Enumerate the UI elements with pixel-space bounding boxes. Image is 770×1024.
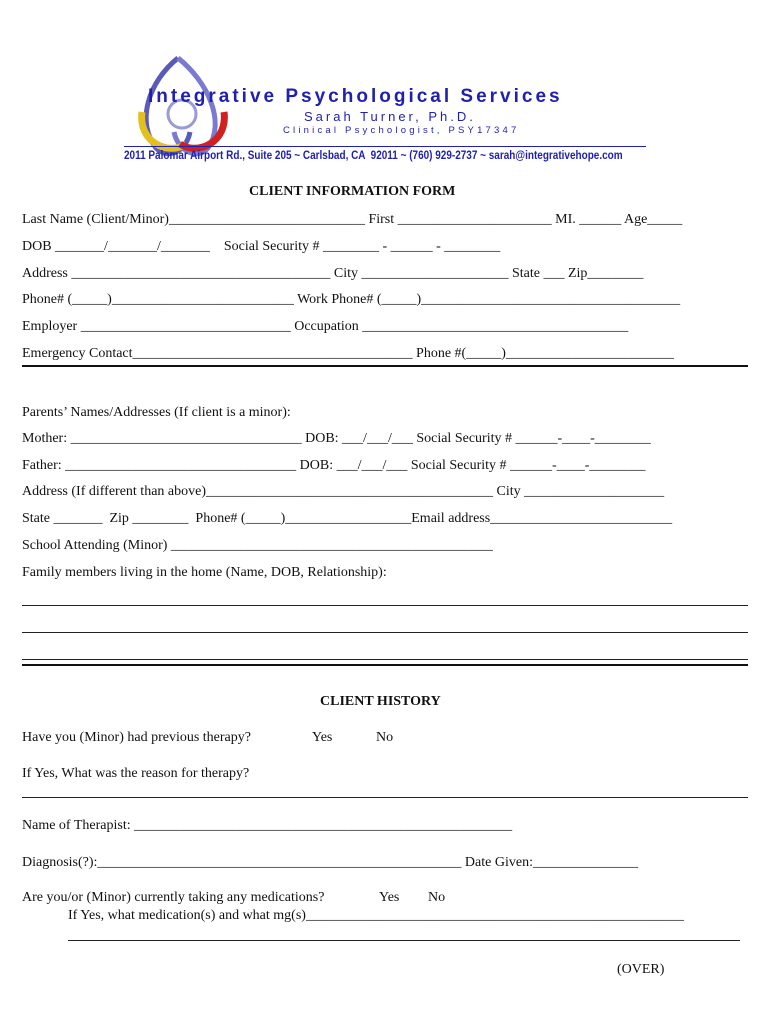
org-name: Integrative Psychological Services [148,86,563,107]
school-field-line[interactable]: School Attending (Minor) ______________________________________________ [22,538,493,553]
section-divider [22,365,748,367]
previous-therapy-no[interactable]: No [376,730,394,745]
over-label: (OVER) [617,962,665,977]
previous-therapy-question: Have you (Minor) had previous therapy? [22,730,251,745]
medications-question: Are you/or (Minor) currently taking any medications? [22,890,325,905]
family-line[interactable] [22,605,748,606]
emergency-field-line[interactable]: Emergency Contact________________________________________ Phone #(_____)________________________ [22,346,674,361]
therapy-reason-line[interactable] [22,797,748,798]
medication-extra-line[interactable] [68,940,740,941]
client-history-title: CLIENT HISTORY [320,694,441,709]
father-field-line[interactable]: Father: _________________________________ DOB: ___/___/___ Social Security # ______-____-________ [22,458,646,473]
medication-detail-line[interactable]: If Yes, what medication(s) and what mg(s)______________________________________________________ [68,908,684,923]
address-field-line[interactable]: Address _____________________________________ City _____________________ State ___ Zip________ [22,266,644,281]
header-divider [124,146,646,147]
logo [128,52,238,164]
doctor-name: Sarah Turner, Ph.D. [304,109,476,124]
family-line[interactable] [22,659,748,660]
license-line: Clinical Psychologist, PSY17347 [283,125,520,136]
name-field-line[interactable]: Last Name (Client/Minor)____________________________ First ______________________ MI. ______ Age_____ [22,212,683,227]
medications-yes[interactable]: Yes [379,890,400,905]
section-divider [22,664,748,666]
dob-ssn-field-line[interactable]: DOB _______/_______/_______ Social Security # ________ - ______ - ________ [22,239,501,254]
family-line[interactable] [22,632,748,633]
previous-therapy-yes[interactable]: Yes [312,730,333,745]
mother-field-line[interactable]: Mother: _________________________________ DOB: ___/___/___ Social Security # ______-____-________ [22,431,651,446]
medications-no[interactable]: No [428,890,446,905]
parents-heading: Parents’ Names/Addresses (If client is a minor): [22,405,291,420]
family-members-label: Family members living in the home (Name, DOB, Relationship): [22,565,387,580]
address-line: 2011 Palomar Airport Rd., Suite 205 ~ Carlsbad, CA 92011 ~ (760) 929-2737 ~ sarah@integrativehope.com [124,149,623,162]
diagnosis-field-line[interactable]: Diagnosis(?):____________________________________________________ Date Given:_______________ [22,855,638,870]
parent-address-field-line[interactable]: Address (If different than above)_________________________________________ City ____________________ [22,484,665,499]
therapist-field-line[interactable]: Name of Therapist: ______________________________________________________ [22,818,513,833]
therapy-reason-label: If Yes, What was the reason for therapy? [22,766,250,781]
employer-field-line[interactable]: Employer ______________________________ Occupation ______________________________________ [22,319,629,334]
parent-state-email-line[interactable]: State _______ Zip ________ Phone# (_____)__________________Email address__________________________ [22,511,673,526]
client-info-title: CLIENT INFORMATION FORM [249,184,456,199]
phone-field-line[interactable]: Phone# (_____)__________________________ Work Phone# (_____)_____________________________________ [22,292,681,307]
